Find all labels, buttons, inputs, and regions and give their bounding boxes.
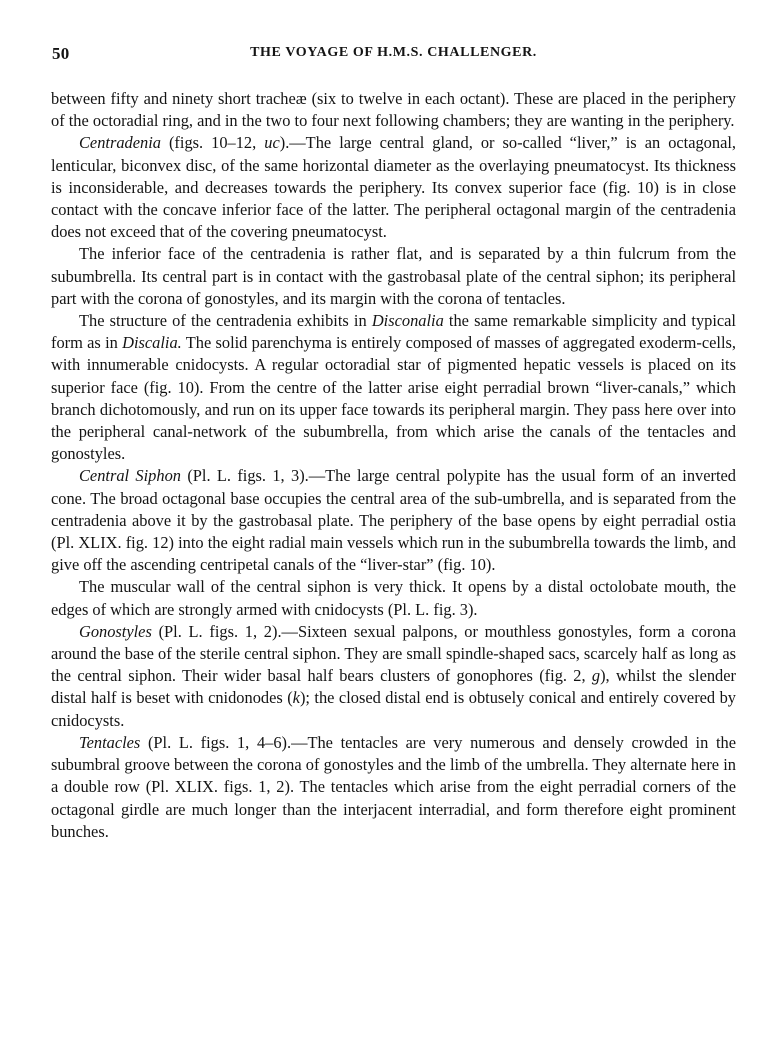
text-segment: The structure of the centradenia exhibits in bbox=[79, 311, 372, 331]
paragraph bbox=[51, 621, 736, 732]
text-segment: (Pl. L. figs. 1, 4–6).—The tentacles are very numerous and densely crowded in the subumbral groove between the corona of gonostyles and the limb of the umbrella. They alternate here in a double row (Pl. XLIX. figs. 1, 2). The tentacles which arise from the eight perradial corners of the octagonal girdle are much longer than the interjacent interradial, and form therefore eight prominent bunches. bbox=[51, 732, 736, 841]
text-segment: ).—The large central gland, or so-called “liver,” is an octagonal, lenticular, biconvex disc, of the same horizontal diameter as the overlaying pneumatocyst. Its thickness is inconsiderable, and decreases towards the periphery. Its convex superior face (fig. 10) is in close contact with the concave inferior face of the latter. The peripheral octagonal margin of the centradenia does not exceed that of the covering pneumatocyst. bbox=[51, 133, 736, 242]
text-segment: between fifty and ninety short tracheæ (six to twelve in each octant). These are placed in the periphery of the octoradial ring, and in the two to four next following chambers; they are wanting in the periphery. bbox=[51, 89, 736, 131]
italic-text: Centradenia bbox=[79, 133, 161, 153]
italic-text: g bbox=[591, 666, 601, 686]
italic-text: uc bbox=[264, 133, 280, 153]
paragraph bbox=[51, 732, 736, 843]
running-header bbox=[51, 44, 736, 68]
italic-text: Central Siphon bbox=[79, 466, 181, 486]
italic-text: Gonostyles bbox=[79, 621, 152, 641]
italic-text: Tentacles bbox=[79, 732, 141, 752]
paragraph bbox=[51, 310, 736, 465]
text-segment: (Pl. L. figs. 1, 3).—The large central polypite has the usual form of an inverted cone. The broad octagonal base occupies the central area of the sub-umbrella, and is separated from the centradenia above it by the gastrobasal plate. The periphery of the base opens by eight perradial ostia (Pl. XLIX. fig. 12) into the eight radial main vessels which run in the subumbrella towards the limb, and give off the ascending centripetal canals of the “liver-star” (fig. 10). bbox=[51, 466, 736, 575]
text-segment: the same remarkable simplicity and typical form as in bbox=[51, 311, 736, 353]
text-segment: (figs. 10–12, bbox=[160, 133, 265, 153]
paragraph bbox=[51, 88, 736, 132]
text-segment: (Pl. L. figs. 1, 2).—Sixteen sexual palpons, or mouthless gonostyles, form a corona around the base of the sterile central siphon. They are small spindle-shaped sacs, scarcely half as long as the central siphon. Their wider basal half bears clusters of gonophores (fig. 2, bbox=[51, 621, 736, 686]
text-segment: The solid parenchyma is entirely composed of masses of aggregated exoderm-cells, with innumerable cnidocysts. A regular octoradial star of pigmented hepatic vessels is placed on its superior face (fig. 10). From the centre of the latter arise eight perradial brown “liver-canals,” which branch dichotomously, and run on its upper face towards its peripheral margin. They pass here over into the peripheral canal-network of the subumbrella, from which arise the canals of the tentacles and gonostyles. bbox=[51, 333, 736, 464]
page-number: 50 bbox=[52, 44, 70, 63]
italic-text: Discalia. bbox=[122, 333, 182, 353]
text-segment: The inferior face of the centradenia is rather flat, and is separated by a thin fulcrum from the subumbrella. Its central part is in contact with the gastrobasal plate of the central siphon; its peripheral part with the corona of gonostyles, and its margin with the corona of tentacles. bbox=[51, 244, 736, 308]
paragraph bbox=[51, 465, 736, 576]
italic-text: k bbox=[292, 688, 300, 708]
text-segment: ); the closed distal end is obtusely conical and entirely covered by cnidocysts. bbox=[51, 688, 736, 730]
text-segment: ), whilst the slender distal half is beset with cnidonodes ( bbox=[51, 666, 736, 708]
paragraph bbox=[51, 576, 736, 620]
document-page bbox=[51, 44, 736, 843]
text-segment: The muscular wall of the central siphon is very thick. It opens by a distal octolobate mouth, the edges of which are strongly armed with cnidocysts (Pl. L. fig. 3). bbox=[51, 577, 736, 619]
italic-text: Disconalia bbox=[371, 311, 444, 331]
running-title: THE VOYAGE OF H.M.S. CHALLENGER. bbox=[250, 45, 537, 60]
paragraph bbox=[51, 132, 736, 243]
paragraph bbox=[51, 243, 736, 310]
body-text bbox=[51, 88, 736, 843]
